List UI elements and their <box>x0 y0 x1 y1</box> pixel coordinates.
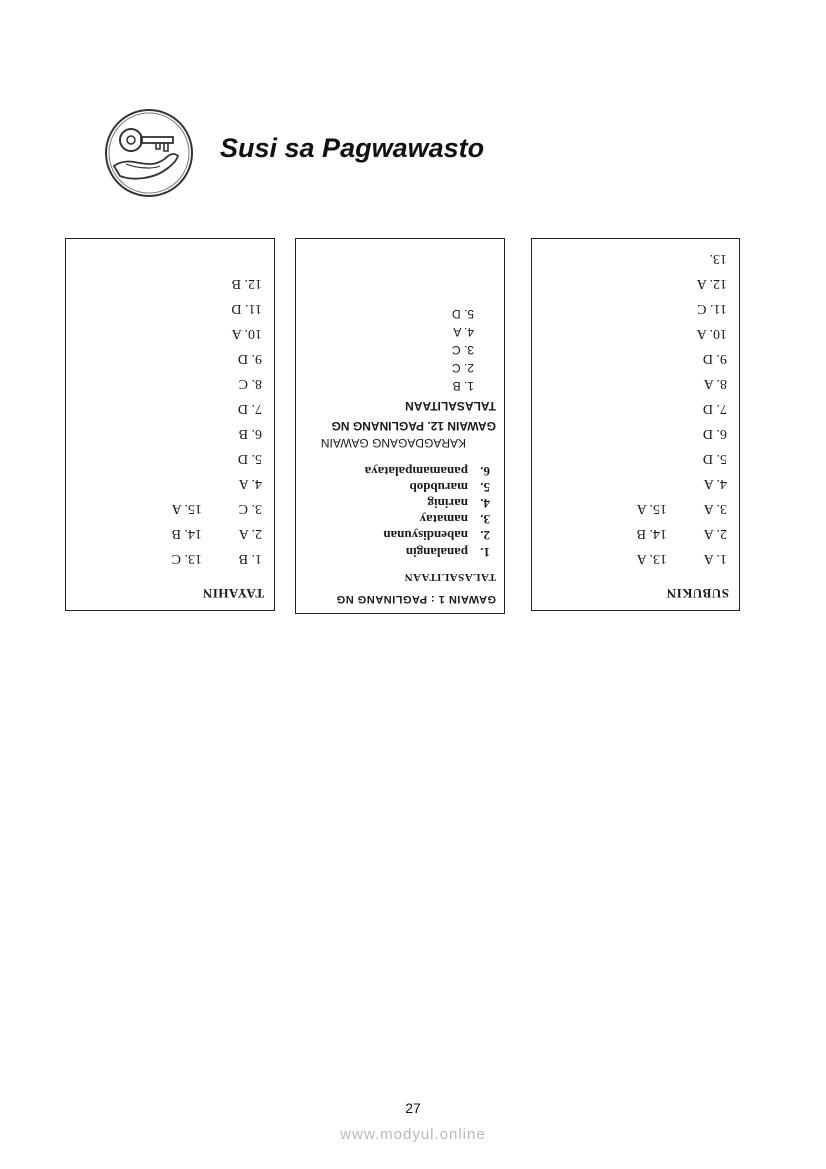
gawain-answer: 4. A <box>453 325 474 339</box>
subukin-answer: 12. A <box>696 276 727 291</box>
subukin-answer: 1. A <box>703 551 727 566</box>
answer-box-tayahin <box>65 238 275 611</box>
gawain-heading: GAWAIN 1 : PAGLINANG NG <box>336 593 496 605</box>
subukin-answer: 7. D <box>702 401 727 416</box>
tayahin-answer: 2. A <box>238 526 262 541</box>
subukin-answer: 2. A <box>703 526 727 541</box>
tayahin-heading: TAYAHIN <box>202 586 264 601</box>
tayahin-answer: 1. B <box>238 551 262 566</box>
page-number: 27 <box>405 1100 421 1116</box>
subukin-answer: 13. A <box>636 551 667 566</box>
gawain-answer: 3. C <box>451 343 474 357</box>
watermark: www.modyul.online <box>340 1126 486 1143</box>
key-in-hand-icon <box>104 108 194 198</box>
gawain-extra-heading: TALASALITAAN <box>405 399 496 413</box>
answer-box-gawain <box>295 238 505 614</box>
subukin-answer: 13. <box>709 251 727 266</box>
tayahin-answer: 15. A <box>171 501 202 516</box>
subukin-answer: 3. A <box>703 501 727 516</box>
gawain-item: 2.nabendisyunan <box>383 528 490 543</box>
subukin-answer: 10. A <box>696 326 727 341</box>
tayahin-answer: 9. D <box>237 351 262 366</box>
subukin-answer: 15. A <box>636 501 667 516</box>
gawain-answer: 1. B <box>452 379 474 393</box>
gawain-extra-heading: KARAGDAGANG GAWAIN <box>320 436 466 450</box>
tayahin-answer: 3. C <box>238 501 262 516</box>
subukin-answer: 9. D <box>702 351 727 366</box>
subukin-answer: 11. C <box>697 301 727 316</box>
subukin-answer: 4. A <box>703 476 727 491</box>
subukin-answer: 8. A <box>703 376 727 391</box>
gawain-item: 6.panamampalataya <box>364 464 490 479</box>
tayahin-answer: 4. A <box>238 476 262 491</box>
tayahin-answer: 10. A <box>231 326 262 341</box>
gawain-item: 3.namatay <box>419 512 490 527</box>
page-title: Susi sa Pagwawasto <box>220 133 485 163</box>
subukin-answer: 6. D <box>702 426 727 441</box>
gawain-item: 1.panalangin <box>405 545 490 560</box>
gawain-extra-heading: GAWAIN 12. PAGLINANG NG <box>331 419 496 433</box>
gawain-item: 5.marubdob <box>409 480 490 495</box>
tayahin-answer: 14. B <box>171 526 202 541</box>
tayahin-answer: 7. D <box>237 401 262 416</box>
answer-box-subukin <box>531 238 740 611</box>
gawain-item: 4.narinig <box>427 496 490 511</box>
subukin-answer: 14. B <box>636 526 667 541</box>
gawain-subheading: TALASALITAAN <box>404 571 496 583</box>
tayahin-answer: 12. B <box>231 276 262 291</box>
tayahin-answer: 8. C <box>238 376 262 391</box>
tayahin-answer: 5. D <box>237 451 262 466</box>
gawain-answer: 5. D <box>451 307 474 321</box>
gawain-answer: 2. C <box>451 361 474 375</box>
tayahin-answer: 6. B <box>238 426 262 441</box>
tayahin-answer: 11. D <box>231 301 262 316</box>
subukin-heading: SUBUKIN <box>666 586 729 601</box>
tayahin-answer: 13. C <box>171 551 202 566</box>
subukin-answer: 5. D <box>702 451 727 466</box>
